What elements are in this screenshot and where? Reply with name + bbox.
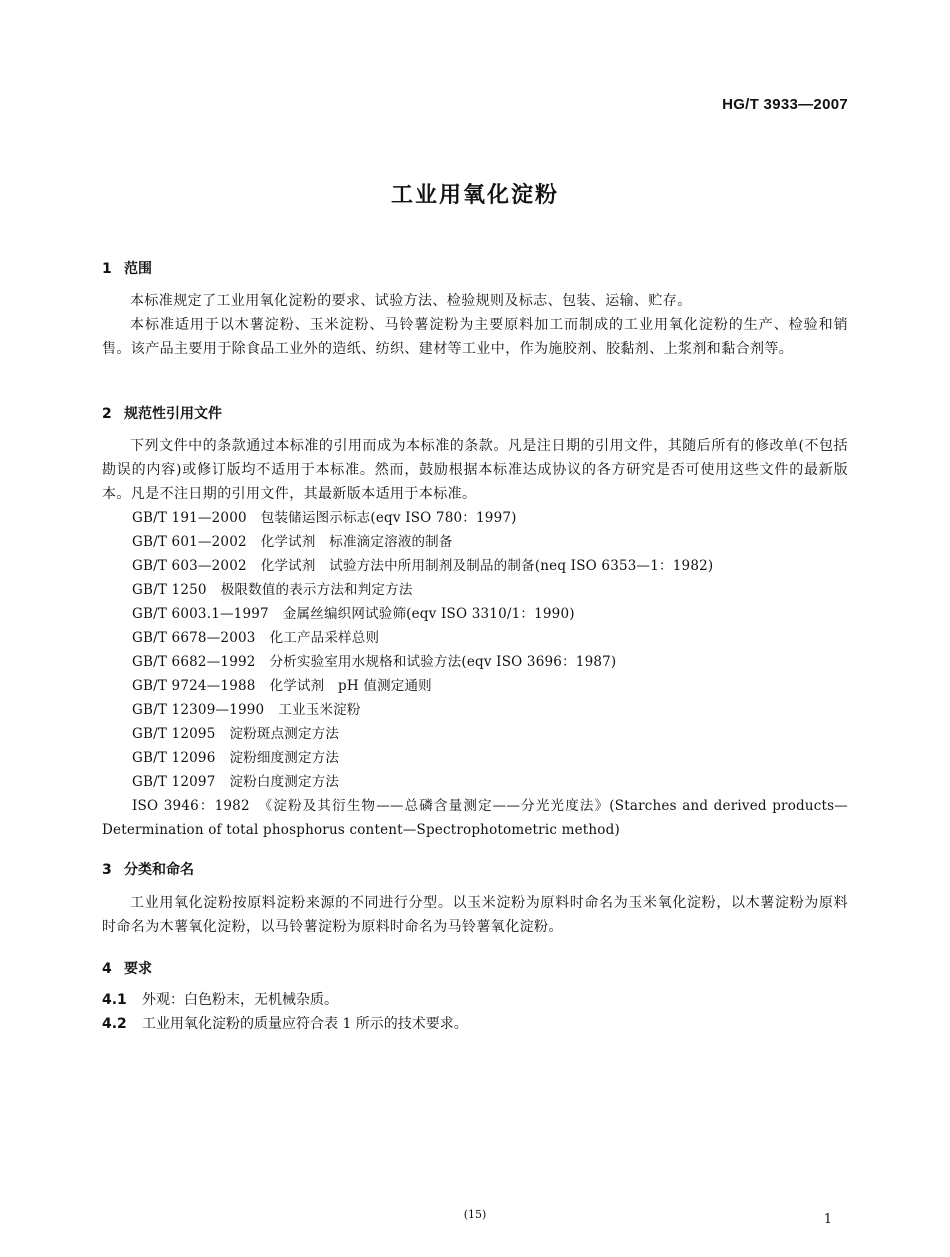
section-2-body	[102, 434, 848, 842]
section-3-number: 3	[102, 862, 112, 878]
clause-text: 外观：白色粉末，无机械杂质。	[142, 992, 338, 1008]
reference-title: 淀粉细度测定方法	[229, 750, 340, 766]
section-1-number: 1	[102, 261, 112, 277]
section-1-body	[102, 289, 848, 361]
reference-code: GB/T 191—2000	[132, 510, 247, 526]
reference-title: 极限数值的表示方法和判定方法	[220, 582, 413, 598]
reference-item	[102, 746, 848, 770]
scope-paragraph-1: 本标准规定了工业用氧化淀粉的要求、试验方法、检验规则及标志、包装、运输、贮存。	[130, 293, 692, 309]
standard-number: HG/T 3933—2007	[722, 96, 848, 113]
reference-title: 分析实验室用水规格和试验方法(eqv ISO 3696：1987)	[269, 654, 617, 670]
scope-paragraph-2: 本标准适用于以木薯淀粉、玉米淀粉、马铃薯淀粉为主要原料加工而制成的工业用氧化淀粉的生产、检验和销售。该产品主要用于除食品工业外的造纸、纺织、建材等工业中，作为施胶剂、胶黏剂、上浆剂和黏合剂等。	[102, 317, 848, 357]
clause-number: 4.1	[102, 992, 127, 1008]
page-number-right: 1	[823, 1212, 832, 1227]
reference-item	[102, 626, 848, 650]
reference-code: GB/T 12097	[132, 774, 216, 790]
reference-title: 化工产品采样总则	[269, 630, 380, 646]
reference-title: 金属丝编织网试验筛(eqv ISO 3310/1：1990)	[282, 606, 575, 622]
reference-title: 工业玉米淀粉	[278, 702, 361, 718]
page-number-center: (15)	[463, 1208, 487, 1221]
reference-code: GB/T 6682—1992	[132, 654, 256, 670]
section-2-title: 规范性引用文件	[124, 406, 222, 422]
section-1-title: 范围	[124, 261, 152, 277]
section-2	[102, 403, 848, 423]
section-4-heading	[102, 958, 848, 978]
reference-title: 化学试剂 pH 值测定通则	[269, 678, 432, 694]
reference-title: 化学试剂 标准滴定溶液的制备	[260, 534, 453, 550]
section-4	[102, 958, 848, 978]
classification-paragraph: 工业用氧化淀粉按原料淀粉来源的不同进行分型。以玉米淀粉为原料时命名为玉米氧化淀粉，以木薯淀粉为原料时命名为木薯氧化淀粉，以马铃薯淀粉为原料时命名为马铃薯氧化淀粉。	[102, 895, 848, 935]
section-4-body	[102, 988, 848, 1036]
clause-4-1	[102, 988, 848, 1012]
reference-item	[102, 770, 848, 794]
reference-item	[102, 602, 848, 626]
reference-title: 淀粉斑点测定方法	[229, 726, 340, 742]
section-3-heading	[102, 859, 848, 879]
section-1-heading	[102, 258, 848, 278]
reference-item	[102, 698, 848, 722]
section-3	[102, 859, 848, 879]
normative-intro-paragraph: 下列文件中的条款通过本标准的引用而成为本标准的条款。凡是注日期的引用文件，其随后所有的修改单(不包括勘误的内容)或修订版均不适用于本标准。然而，鼓励根据本标准达成协议的各方研究是否可使用这些文件的最新版本。凡是不注日期的引用文件，其最新版本适用于本标准。	[102, 438, 848, 502]
section-2-heading	[102, 403, 848, 423]
reference-code: GB/T 9724—1988	[132, 678, 256, 694]
clause-4-2	[102, 1012, 848, 1036]
reference-code: GB/T 601—2002	[132, 534, 247, 550]
reference-code: GB/T 603—2002	[132, 558, 247, 574]
section-1	[102, 258, 848, 278]
section-3-title: 分类和命名	[124, 862, 194, 878]
reference-title: 淀粉白度测定方法	[229, 774, 340, 790]
clause-text: 工业用氧化淀粉的质量应符合表 1 所示的技术要求。	[142, 1016, 468, 1032]
reference-code: GB/T 1250	[132, 582, 207, 598]
reference-item	[102, 674, 848, 698]
reference-item	[102, 650, 848, 674]
reference-list	[102, 506, 848, 794]
reference-code: GB/T 12309—1990	[132, 702, 265, 718]
clause-number: 4.2	[102, 1016, 127, 1032]
reference-title: 包装储运图示标志(eqv ISO 780：1997)	[260, 510, 517, 526]
section-3-body	[102, 891, 848, 939]
reference-code: GB/T 12095	[132, 726, 216, 742]
reference-item	[102, 506, 848, 530]
reference-title: 化学试剂 试验方法中所用制剂及制品的制备(neq ISO 6353—1：1982)	[260, 558, 714, 574]
iso-reference: ISO 3946：1982 《淀粉及其衍生物——总磷含量测定——分光光度法》(Starches and derived products—Determination of total phosphorus content—Spectrophotometric method)	[102, 798, 848, 838]
section-2-number: 2	[102, 406, 112, 422]
section-4-title: 要求	[124, 961, 152, 977]
reference-item	[102, 554, 848, 578]
reference-code: GB/T 6003.1—1997	[132, 606, 269, 622]
reference-code: GB/T 12096	[132, 750, 216, 766]
section-4-number: 4	[102, 961, 112, 977]
reference-item	[102, 722, 848, 746]
reference-item	[102, 578, 848, 602]
reference-code: GB/T 6678—2003	[132, 630, 256, 646]
reference-item	[102, 530, 848, 554]
document-title: 工业用氧化淀粉	[390, 183, 559, 208]
